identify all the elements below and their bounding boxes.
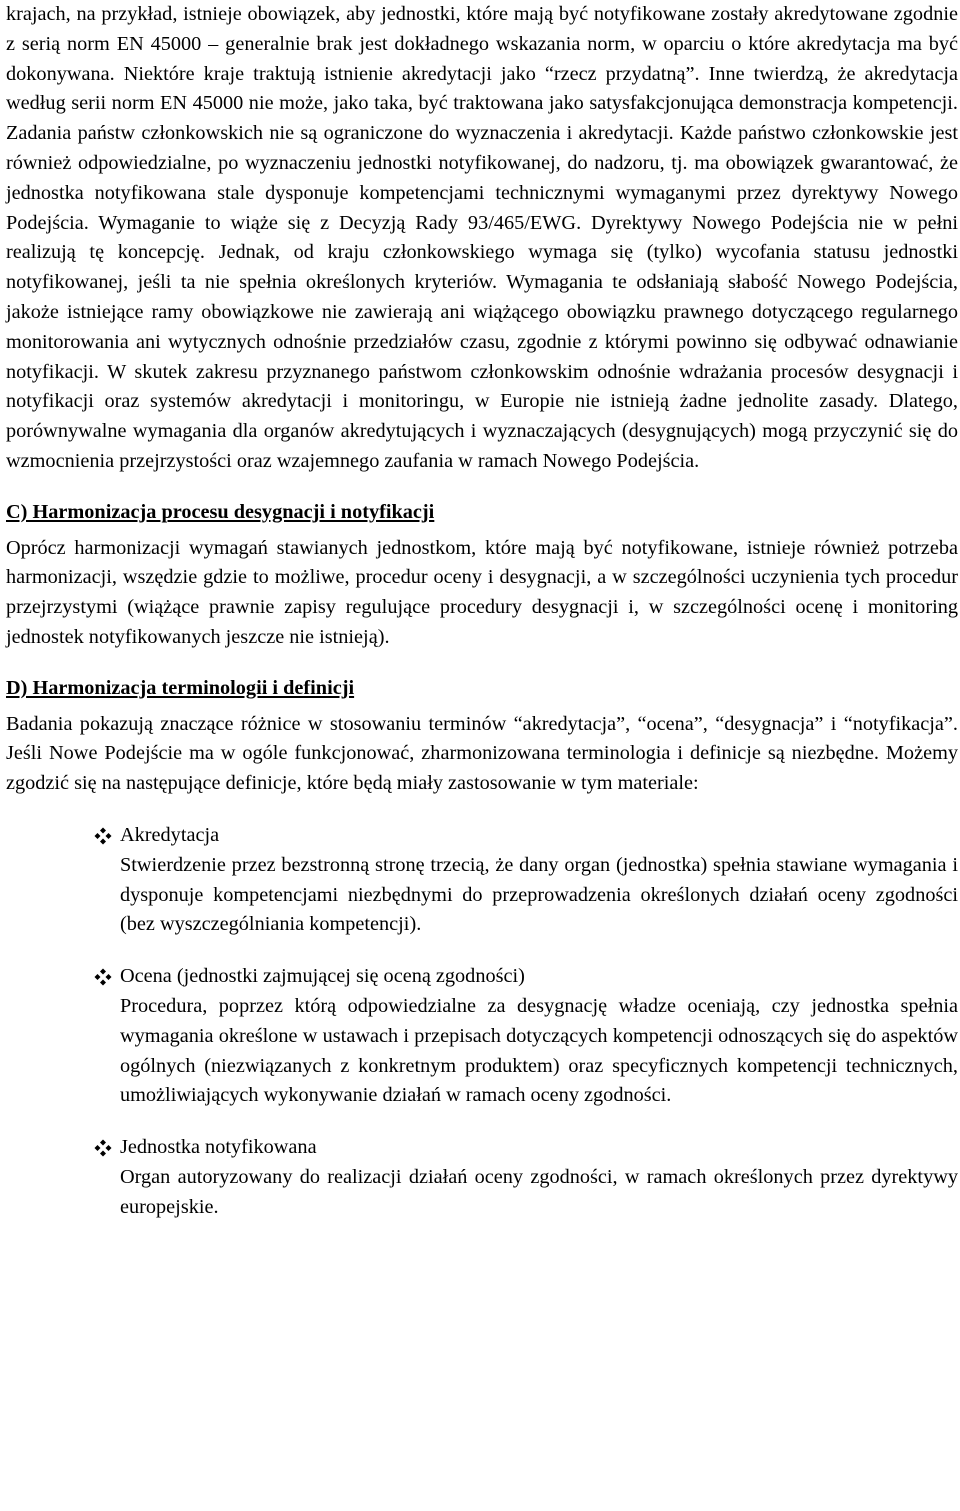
section-c-heading: C) Harmonizacja procesu desygnacji i notyfikacji — [6, 500, 435, 523]
four-diamond-bullet-icon — [92, 962, 114, 992]
definitions-list — [6, 821, 958, 1223]
definition-term: Jednostka notyfikowana — [120, 1136, 317, 1159]
definition-text: Stwierdzenie przez bezstronną stronę trzecią, że dany organ (jednostka) spełnia stawiane wymagania i dysponuje kompetencjami niezbędnymi do przeprowadzenia określonych działań oceny zgodności (bez wyszczególniania kompetencji). — [120, 853, 958, 936]
definition-text: Organ autoryzowany do realizacji działań oceny zgodności, w ramach określonych przez dyrektywy europejskie. — [120, 1165, 958, 1218]
definition-item — [6, 821, 958, 940]
definition-text: Procedura, poprzez którą odpowiedzialne za desygnację władze oceniają, czy jednostka spełnia wymagania określone w ustawach i przepisach dotyczących kompetencji odnoszących się do aspektów ogólnych (niezwiązanych z konkretnym produktem) oraz specyficznych kompetencji technicznych, umożliwiających wykonywanie działań w ramach oceny zgodności. — [120, 994, 958, 1107]
four-diamond-bullet-icon — [92, 1133, 114, 1163]
definition-item — [6, 962, 958, 1111]
document-page — [6, 0, 958, 1244]
definition-term: Akredytacja — [120, 823, 220, 846]
section-d-heading: D) Harmonizacja terminologii i definicji — [6, 676, 355, 699]
section-d-body: Badania pokazują znaczące różnice w stosowaniu terminów “akredytacja”, “ocena”, “desygnacja” i “notyfikacja”. Jeśli Nowe Podejście ma w ogóle funkcjonować, zharmonizowana terminologia i definicje są niezbędne. Możemy zgodzić się na następujące definicje, które będą miały zastosowanie w tym materiale: — [6, 712, 958, 795]
four-diamond-bullet-icon — [92, 821, 114, 851]
section-c-body: Oprócz harmonizacji wymagań stawianych jednostkom, które mają być notyfikowane, istnieje również potrzeba harmonizacji, wszędzie gdzie to możliwe, procedur oceny i desygnacji, a w szczególności uczynienia tych procedur przejrzystymi (wiążące prawnie zapisy regulujące procedury desygnacji i, w szczególności ocenę i monitoring jednostek notyfikowanych jeszcze nie istnieją). — [6, 536, 958, 648]
definition-term: Ocena (jednostki zajmującej się oceną zgodności) — [120, 965, 525, 988]
definition-item — [6, 1133, 958, 1222]
intro-paragraph: krajach, na przykład, istnieje obowiązek, aby jednostki, które mają być notyfikowane zostały akredytowane zgodnie z serią norm EN 45000 – generalnie brak jest dokładnego wskazania norm, w oparciu o które akredytacja ma być dokonywana. Niektóre kraje traktują istnienie akredytacji jako “rzecz przydatną”. Inne twierdzą, że akredytacja według serii norm EN 45000 nie może, jako taka, być traktowana jako satysfakcjonująca demonstracja kompetencji. Zadania państw członkowskich nie są ograniczone do wyznaczenia i akredytacji. Każde państwo członkowskie jest również odpowiedzialne, po wyznaczeniu jednostki notyfikowanej, do nadzoru, tj. ma obowiązek gwarantować, że jednostka notyfikowana stale dysponuje kompetencjami technicznymi wymaganymi przez dyrektywy Nowego Podejścia. Wymaganie to wiąże się z Decyzją Rady 93/465/EWG. Dyrektywy Nowego Podejścia nie w pełni realizują tę koncepcję. Jednak, od kraju członkowskiego wymaga się (tylko) wycofania statusu jednostki notyfikowanej, jeśli ta nie spełnia określonych kryteriów. Wymagania te odsłaniają słabość Nowego Podejścia, jakoże istniejące ramy obowiązkowe nie zawierają ani wiążącego obowiązku prawnego dotyczącego regularnego monitorowania ani wytycznych odnośnie przedziałów czasu, zgodnie z którymi powinno się odbywać odnawianie notyfikacji. W skutek zakresu przyznanego państwom członkowskim odnośnie wdrażania procesów desygnacji i notyfikacji oraz systemów akredytacji i monitoringu, w Europie nie istnieją żadne jednolite zasady. Dlatego, porównywalne wymagania dla organów akredytujących i wyznaczających (desygnujących) mogą przyczynić się do wzmocnienia przejrzystości oraz wzajemnego zaufania w ramach Nowego Podejścia. — [6, 3, 958, 472]
